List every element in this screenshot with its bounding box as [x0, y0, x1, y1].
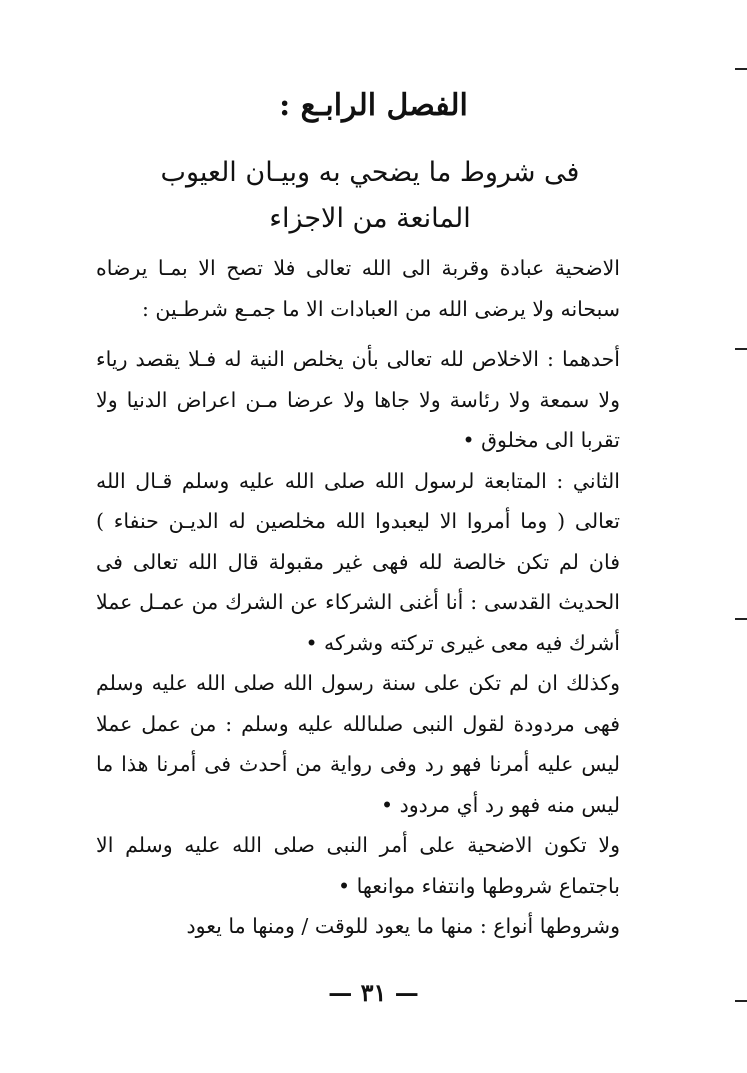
scan-edge-mark — [735, 618, 747, 620]
section-title — [90, 150, 650, 242]
paragraph: ولا تكون الاضحية على أمر النبى صلى الله عليه وسلم الا باجتماع شروطها وانتفاء موانعها • — [96, 833, 620, 898]
scan-edge-mark — [735, 1000, 747, 1002]
chapter-title: الفصل الرابـع : — [279, 88, 468, 123]
section-title-line-1: فى شروط ما يضحي به وبيـان العيوب — [160, 157, 580, 188]
paragraph: أحدهما : الاخلاص لله تعالى بأن يخلص النية له فـلا يقصد رياء ولا سمعة ولا رئاسة ولا جاها ولا عرضا مـن اعراض الدنيا ولا تقربا الى مخلوق • — [96, 347, 620, 452]
body-text — [96, 248, 620, 947]
scan-edge-mark — [735, 68, 747, 70]
page-number: — ٣١ — — [328, 978, 419, 1007]
paragraph: وشروطها أنواع : منها ما يعود للوقت / ومنها ما يعود — [186, 914, 620, 938]
section-title-line-2: المانعة من الاجزاء — [269, 203, 471, 234]
paragraph: الاضحية عبادة وقربة الى الله تعالى فلا تصح الا بمـا يرضاه سبحانه ولا يرضى الله من العبادات الا ما جمـع شرطـين : — [96, 256, 620, 321]
paragraph: وكذلك ان لم تكن على سنة رسول الله صلى الله عليه وسلم فهى مردودة لقول النبى صلىالله عليه وسلم : من عمل عملا ليس عليه أمرنا فهو رد وفى رواية من أحدث فى أمرنا هذا ما ليس منه فهو رد أي مردود • — [96, 671, 620, 817]
scan-edge-mark — [735, 348, 747, 350]
paragraph: الثاني : المتابعة لرسول الله صلى الله عليه وسلم قـال الله تعالى ( وما أمروا الا ليعبدوا الله مخلصين له الديـن حنفاء ) فان لم تكن خالصة لله فهى غير مقبولة قال الله تعالى فى الحديث القدسى : أنا أغنى الشركاء عن الشرك من عمـل عملا أشرك فيه معى غيرى تركته وشركه • — [96, 468, 620, 655]
